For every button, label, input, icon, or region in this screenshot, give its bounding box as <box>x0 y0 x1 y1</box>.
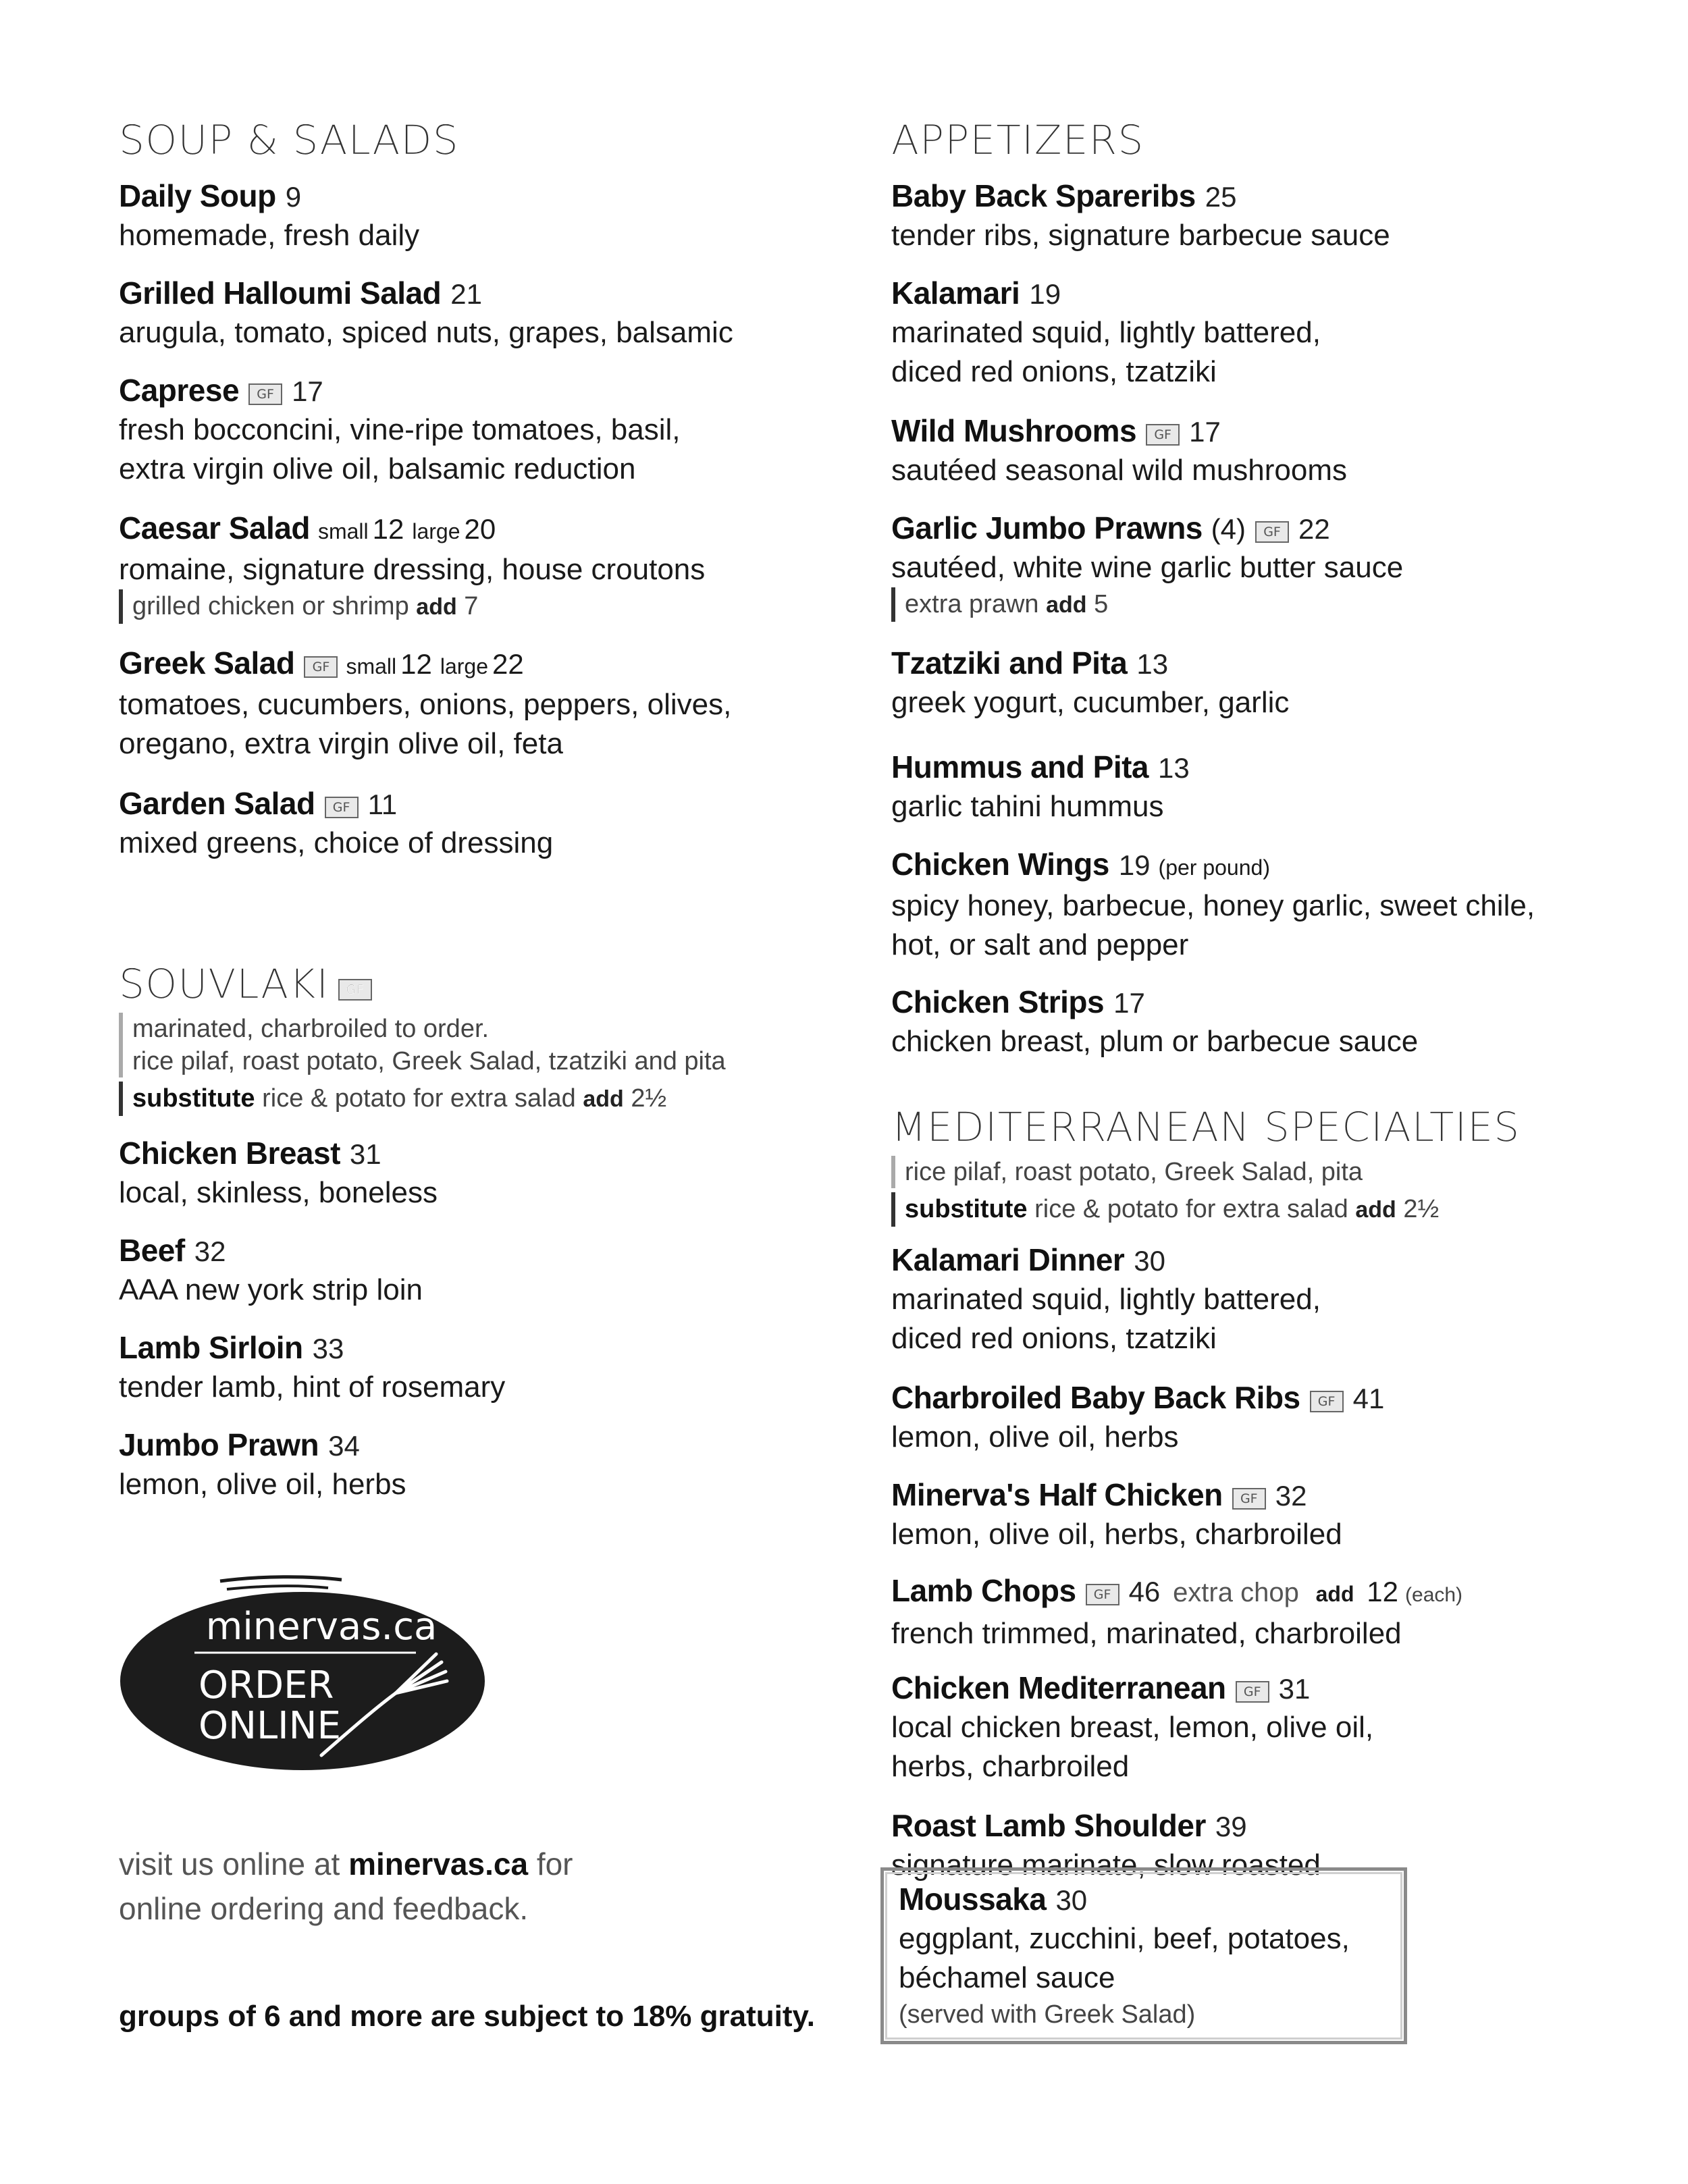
item-price-large: 20 <box>464 513 496 545</box>
item-price: 17 <box>292 375 323 407</box>
item-name: Kalamari <box>891 275 1020 311</box>
menu-item-jumbo-prawn <box>119 1426 862 1504</box>
addon-price: 7 <box>464 592 479 620</box>
menu-item-caesar-salad <box>119 509 862 624</box>
item-price: 19 <box>1029 278 1061 310</box>
item-name: Jumbo Prawn <box>119 1427 319 1462</box>
section-title-soup-salads: SOUP & SALADS <box>119 117 459 164</box>
size-label-small: small <box>346 654 397 678</box>
item-name: Chicken Mediterranean <box>891 1670 1226 1705</box>
order-online-badge <box>119 1573 497 1776</box>
item-description: fresh bocconcini, vine-ripe tomatoes, basil, <box>119 413 681 446</box>
extra-chop-add: add <box>1315 1582 1354 1606</box>
menu-item-chicken-strips <box>891 983 1634 1061</box>
section-title-mediterranean: MEDITERRANEAN SPECIALTIES <box>891 1104 1521 1151</box>
item-price-small: 12 <box>372 513 404 545</box>
gluten-free-icon: GF <box>1255 521 1289 543</box>
substitute-note <box>891 1192 1634 1227</box>
item-name: Wild Mushrooms <box>891 413 1137 448</box>
per-pound-note: (per pound) <box>1158 855 1270 880</box>
item-description: lemon, olive oil, herbs <box>119 1468 406 1501</box>
menu-item-garlic-jumbo-prawns <box>891 509 1634 622</box>
visit-site-link[interactable]: minervas.ca <box>348 1846 529 1882</box>
moussaka-feature-box <box>880 1867 1407 2044</box>
item-name: Chicken Wings <box>891 847 1109 882</box>
logo-online-text: ONLINE <box>199 1704 341 1748</box>
extra-chop-price: 12 <box>1367 1576 1399 1607</box>
item-price: 31 <box>349 1138 381 1170</box>
item-description: tomatoes, cucumbers, onions, peppers, olives, <box>119 688 732 721</box>
menu-item-chicken-wings <box>891 845 1634 965</box>
item-price: 19 <box>1118 849 1151 881</box>
gluten-free-icon: GF <box>1232 1488 1266 1510</box>
item-description: chicken breast, plum or barbecue sauce <box>891 1025 1419 1058</box>
item-description: marinated squid, lightly battered, <box>891 316 1321 349</box>
item-description: AAA new york strip loin <box>119 1273 423 1306</box>
visit-line2: online ordering and feedback. <box>119 1891 529 1926</box>
menu-item-caprese <box>119 371 862 489</box>
souvlaki-intro <box>119 1013 862 1116</box>
item-addon-note <box>891 587 1634 622</box>
item-description: diced red onions, tzatziki <box>891 355 1217 388</box>
visit-pre: visit us online at <box>119 1846 340 1882</box>
item-count: (4) <box>1211 513 1246 545</box>
substitute-text: rice & potato for extra salad <box>1034 1195 1348 1223</box>
item-description: tender ribs, signature barbecue sauce <box>891 219 1390 252</box>
item-name: Garlic Jumbo Prawns <box>891 510 1203 545</box>
addon-price: 5 <box>1094 590 1109 618</box>
logo-site-text: minervas.ca <box>205 1605 438 1649</box>
item-description: romaine, signature dressing, house croutons <box>119 553 706 586</box>
menu-item-garden-salad <box>119 784 862 863</box>
item-description: local chicken breast, lemon, olive oil, <box>891 1711 1374 1744</box>
menu-item-beef <box>119 1231 862 1310</box>
gluten-free-icon: GF <box>1146 424 1180 446</box>
item-description: homemade, fresh daily <box>119 219 420 252</box>
item-price: 22 <box>1298 513 1330 545</box>
item-addon-note <box>119 589 862 624</box>
item-name: Greek Salad <box>119 645 295 681</box>
served-with-note: (served with Greek Salad) <box>899 2000 1196 2029</box>
section-title-appetizers: APPETIZERS <box>891 117 1144 164</box>
intro-line: rice pilaf, roast potato, Greek Salad, tzatziki and pita <box>132 1047 726 1075</box>
substitute-text: rice & potato for extra salad <box>262 1084 576 1113</box>
item-price: 31 <box>1278 1673 1311 1705</box>
size-label-large: large <box>440 654 488 678</box>
item-price: 46 <box>1128 1576 1161 1607</box>
item-name: Charbroiled Baby Back Ribs <box>891 1380 1300 1415</box>
addon-text: grilled chicken or shrimp <box>132 592 409 620</box>
item-description: extra virgin olive oil, balsamic reduction <box>119 452 636 485</box>
gluten-free-icon: GF <box>248 383 282 405</box>
item-name: Tzatziki and Pita <box>891 645 1128 681</box>
souvlaki-intro-block <box>119 1013 862 1077</box>
menu-item-minervas-half-chicken <box>891 1476 1634 1554</box>
menu-item-charbroiled-baby-back-ribs <box>891 1379 1634 1457</box>
menu-item-moussaka <box>899 1880 1389 2031</box>
menu-item-tzatziki-and-pita <box>891 644 1634 722</box>
gluten-free-icon: GF <box>1310 1391 1344 1412</box>
item-name: Caesar Salad <box>119 510 310 545</box>
substitute-add-label: add <box>1355 1197 1396 1223</box>
item-description: lemon, olive oil, herbs <box>891 1420 1179 1454</box>
item-price: 13 <box>1136 648 1169 680</box>
menu-item-greek-salad <box>119 644 862 764</box>
addon-text: extra prawn <box>905 590 1039 618</box>
item-description: mixed greens, choice of dressing <box>119 826 554 859</box>
item-price-large: 22 <box>492 648 524 680</box>
item-description: herbs, charbroiled <box>891 1750 1130 1783</box>
visit-post: for <box>536 1846 573 1882</box>
substitute-note <box>119 1082 862 1116</box>
mediterranean-intro <box>891 1156 1634 1227</box>
gluten-free-icon: GF <box>325 797 359 818</box>
substitute-price: 2½ <box>1403 1195 1440 1223</box>
item-price: 9 <box>285 181 302 213</box>
item-description: greek yogurt, cucumber, garlic <box>891 686 1290 719</box>
section-title-text: SOUVLAKI <box>119 961 329 1008</box>
order-online-logo[interactable] <box>119 1573 497 1776</box>
item-name: Hummus and Pita <box>891 749 1149 784</box>
item-description: garlic tahini hummus <box>891 790 1164 823</box>
gluten-free-icon: GF <box>338 979 372 1001</box>
gluten-free-icon: GF <box>1086 1584 1119 1605</box>
gluten-free-icon: GF <box>304 656 338 678</box>
menu-item-lamb-chops <box>891 1572 1634 1653</box>
addon-add-label: add <box>1046 592 1087 618</box>
menu-item-baby-back-spareribs <box>891 177 1634 255</box>
item-name: Baby Back Spareribs <box>891 178 1196 213</box>
item-price: 17 <box>1113 987 1145 1019</box>
logo-order-text: ORDER <box>199 1663 334 1707</box>
item-description: béchamel sauce <box>899 1961 1115 1994</box>
item-price: 13 <box>1158 752 1190 784</box>
substitute-label: substitute <box>905 1195 1028 1223</box>
mediterranean-intro-block: rice pilaf, roast potato, Greek Salad, pita <box>891 1156 1634 1188</box>
gluten-free-icon: GF <box>1236 1681 1269 1703</box>
menu-item-chicken-mediterranean <box>891 1669 1634 1786</box>
visit-online-text <box>119 1842 794 1931</box>
item-price: 25 <box>1205 181 1237 213</box>
item-description: arugula, tomato, spiced nuts, grapes, balsamic <box>119 316 733 349</box>
item-price: 21 <box>450 278 482 310</box>
size-label-large: large <box>412 519 460 543</box>
item-description: eggplant, zucchini, beef, potatoes, <box>899 1922 1350 1955</box>
item-description: french trimmed, marinated, charbroiled <box>891 1617 1402 1650</box>
extra-chop-label: extra chop <box>1173 1578 1299 1607</box>
menu-item-kalamari <box>891 274 1634 392</box>
item-name: Beef <box>119 1233 185 1268</box>
item-name: Chicken Strips <box>891 984 1105 1019</box>
section-title-souvlaki <box>119 961 372 1008</box>
item-price: 33 <box>312 1333 344 1364</box>
menu-item-daily-soup <box>119 177 862 255</box>
item-name: Garden Salad <box>119 786 315 821</box>
item-price-small: 12 <box>400 648 432 680</box>
size-label-small: small <box>317 519 369 543</box>
item-description: hot, or salt and pepper <box>891 928 1189 961</box>
item-name: Roast Lamb Shoulder <box>891 1808 1206 1843</box>
item-name: Grilled Halloumi Salad <box>119 275 442 311</box>
substitute-label: substitute <box>132 1084 255 1113</box>
item-name: Caprese <box>119 373 240 408</box>
extra-chop-each: (each) <box>1405 1584 1463 1606</box>
item-name: Kalamari Dinner <box>891 1242 1125 1277</box>
substitute-price: 2½ <box>631 1084 667 1113</box>
menu-item-grilled-halloumi-salad <box>119 274 862 352</box>
item-price: 30 <box>1134 1245 1166 1277</box>
menu-item-hummus-and-pita <box>891 748 1634 826</box>
intro-line: marinated, charbroiled to order. <box>132 1015 490 1043</box>
item-description: sautéed seasonal wild mushrooms <box>891 454 1348 487</box>
item-description: signature marinate, slow roasted <box>891 1848 1321 1882</box>
item-price: 39 <box>1215 1811 1247 1842</box>
menu-item-wild-mushrooms <box>891 412 1634 490</box>
item-description: lemon, olive oil, herbs, charbroiled <box>891 1518 1342 1551</box>
item-description: oregano, extra virgin olive oil, feta <box>119 727 563 760</box>
item-price: 34 <box>328 1430 360 1462</box>
item-name: Chicken Breast <box>119 1136 340 1171</box>
item-description: spicy honey, barbecue, honey garlic, sweet chile, <box>891 889 1535 922</box>
item-description: sautéed, white wine garlic butter sauce <box>891 551 1404 584</box>
substitute-add-label: add <box>583 1086 624 1112</box>
item-price: 32 <box>1275 1480 1307 1512</box>
menu-item-chicken-breast <box>119 1134 862 1213</box>
gratuity-notice: groups of 6 and more are subject to 18% gratuity. <box>119 2000 815 2033</box>
item-description: diced red onions, tzatziki <box>891 1322 1217 1355</box>
item-name: Daily Soup <box>119 178 276 213</box>
item-name: Lamb Sirloin <box>119 1330 303 1365</box>
item-price: 41 <box>1352 1383 1385 1414</box>
item-price: 32 <box>194 1235 226 1267</box>
item-name: Lamb Chops <box>891 1573 1076 1608</box>
item-description: local, skinless, boneless <box>119 1176 438 1209</box>
item-description: tender lamb, hint of rosemary <box>119 1370 506 1404</box>
addon-add-label: add <box>416 594 457 620</box>
item-description: marinated squid, lightly battered, <box>891 1283 1321 1316</box>
item-price: 30 <box>1055 1884 1088 1916</box>
menu-item-lamb-sirloin <box>119 1329 862 1407</box>
menu-item-kalamari-dinner <box>891 1241 1634 1358</box>
item-name: Minerva's Half Chicken <box>891 1477 1223 1512</box>
item-price: 11 <box>367 789 398 820</box>
item-name: Moussaka <box>899 1882 1047 1917</box>
item-price: 17 <box>1189 416 1221 448</box>
